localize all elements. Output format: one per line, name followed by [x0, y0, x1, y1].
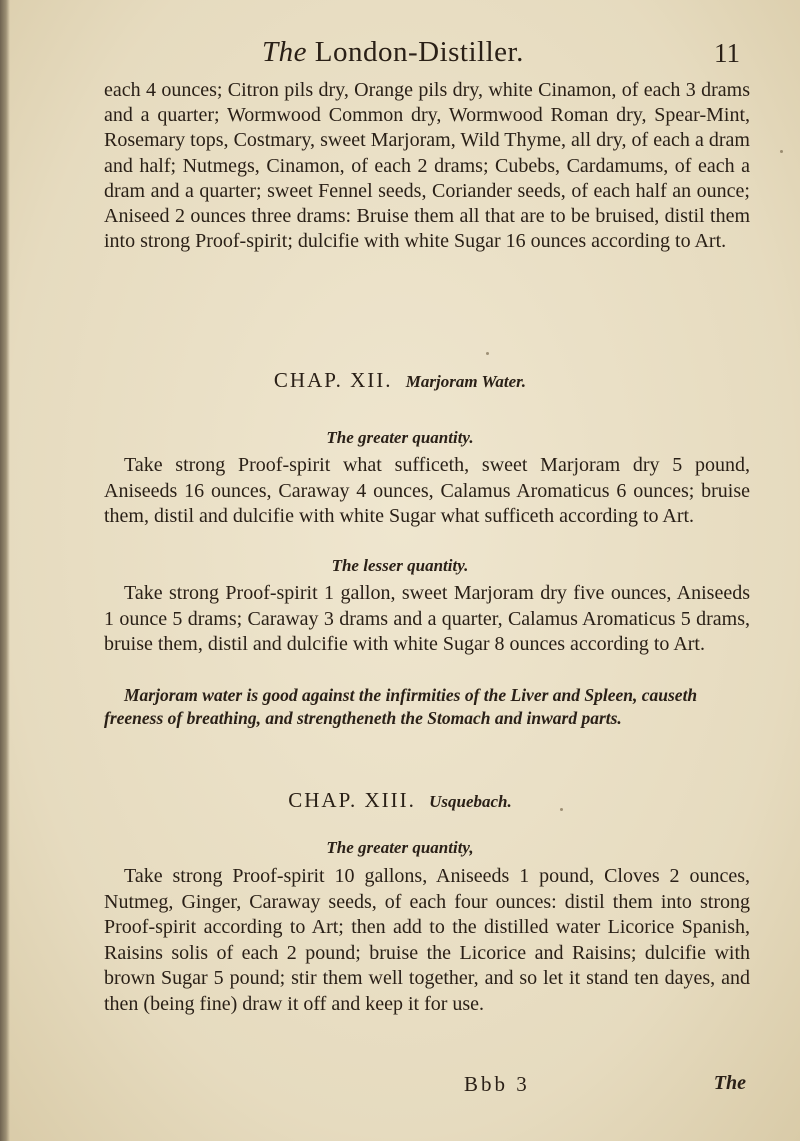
chapter-12-title: Marjoram Water. — [405, 372, 527, 391]
running-title-main: London-Distiller. — [314, 36, 524, 68]
page-number: 11 — [714, 38, 740, 68]
chapter-12-number: CHAP. XII. — [273, 368, 393, 392]
ink-speck — [486, 352, 489, 355]
chapter-13-greater-text: Take strong Proof-spirit 10 gallons, Aniseeds 1 pound, Cloves 2 ounces, Nutmeg, Ginger, Caraway seeds, of each four ounces: distil them into strong Proof-spirit according to Art; then add to the distilled water Licorice Spanish, Raisins solis of each 2 pound; bruise the Licorice and Raisins; dulcifie with brown Sugar 5 pound; stir them well together, and so let it stand ten dayes, and then (being fine) draw it off and keep it for use. — [104, 865, 750, 1015]
chapter-13-greater-heading: The greater quantity, — [326, 838, 474, 857]
chapter-12-note: Marjoram water is good against the infirmities of the Liver and Spleen, causeth freeness of breathing, and strengtheneth the Stomach and inward parts. — [104, 685, 698, 728]
chapter-13-number: CHAP. XIII. — [288, 788, 416, 812]
intro-paragraph: each 4 ounces; Citron pils dry, Orange pils dry, white Cinamon, of each 3 drams and a quarter; Wormwood Common dry, Wormwood Roman dry, Spear-Mint, Rosemary tops, Costmary, sweet Marjoram, Wild Thyme, all dry, of each a dram and half; Nutmegs, Cinamon, of each 2 drams; Cubebs, Cardamums, of each a dram and a quarter; sweet Fennel seeds, Coriander seeds, of each half an ounce; Aniseed 2 ounces three drams: Bruise them all that are to be bruised, distil them into strong Proof-spirit; dulcifie with white Sugar 16 ounces according to Art. — [104, 79, 750, 253]
chapter-13-title: Usquebach. — [429, 792, 512, 811]
chapter-12-heading — [0, 368, 800, 393]
catchword: The — [713, 1072, 746, 1094]
running-title — [262, 36, 524, 69]
page-header — [0, 36, 800, 80]
chapter-13-heading — [0, 788, 800, 813]
chapter-12-lesser-text: Take strong Proof-spirit 1 gallon, sweet Marjoram dry five ounces, Aniseeds 1 ounce 5 drams; Caraway 3 drams and a quarter, Calamus Aromaticus 5 drams, bruise them, distil and dulcifie with white Sugar 8 ounces according to Art. — [104, 582, 750, 655]
chapter-12-greater-heading: The greater quantity. — [326, 428, 474, 447]
chapter-12-lesser-heading: The lesser quantity. — [331, 556, 469, 575]
signature-mark: Bbb 3 — [464, 1072, 530, 1096]
ink-speck — [780, 150, 783, 153]
running-title-prefix: The — [262, 36, 307, 68]
chapter-12-greater-text: Take strong Proof-spirit what sufficeth, sweet Marjoram dry 5 pound, Aniseeds 16 ounces, Caraway 4 ounces, Calamus Aromaticus 6 ounces; bruise them, distil and dulcifie with white Sugar what sufficeth according to Art. — [104, 454, 750, 527]
ink-speck — [560, 808, 563, 811]
